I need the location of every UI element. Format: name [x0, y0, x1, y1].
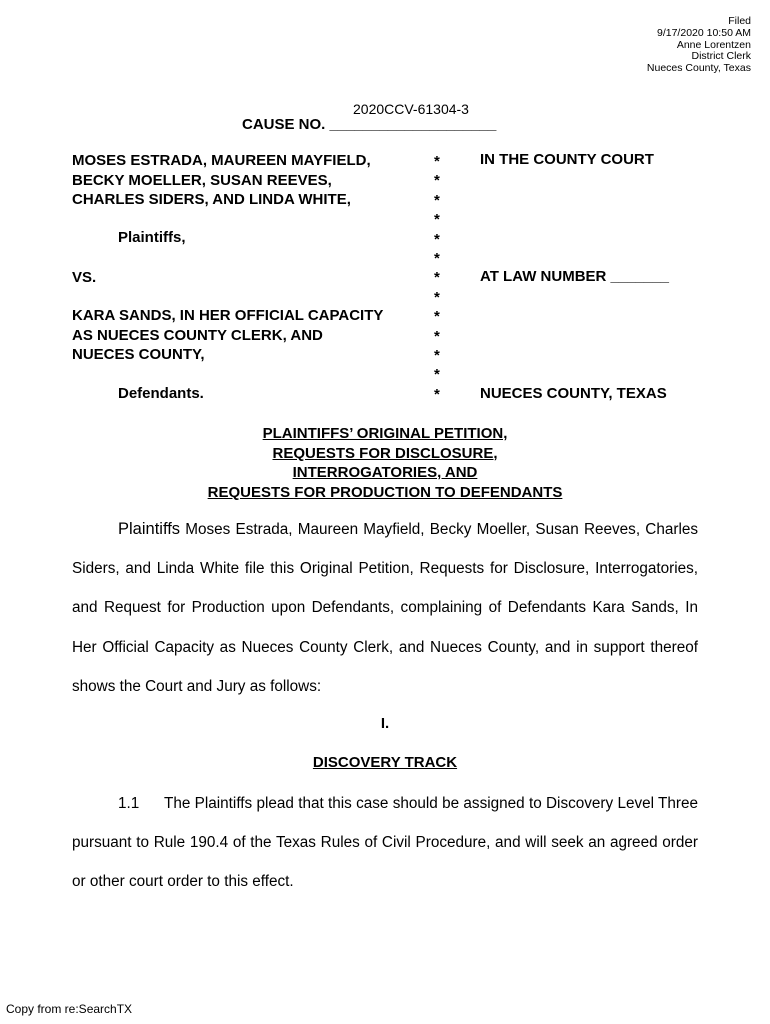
plaintiffs-line: CHARLES SIDERS, AND LINDA WHITE,	[72, 191, 351, 208]
plaintiffs-line: BECKY MOELLER, SUSAN REEVES,	[72, 171, 332, 189]
caption-star: *	[434, 153, 440, 170]
cause-label: CAUSE NO. ____________________	[242, 116, 497, 133]
stamp-line: Anne Lorentzen	[676, 38, 751, 51]
defendants-line: AS NUECES COUNTY CLERK, AND	[72, 326, 323, 344]
stamp-line: Nueces County, Texas	[646, 62, 751, 75]
caption-star: *	[434, 366, 440, 384]
footer-source: Copy from re:SearchTX	[6, 1002, 133, 1016]
plaintiffs-label: Plaintiffs,	[118, 229, 186, 246]
intro-first-word: Plaintiffs	[118, 520, 181, 538]
defendants-line: KARA SANDS, IN HER OFFICIAL CAPACITY	[72, 307, 384, 324]
caption-star: *	[434, 269, 440, 287]
court-number: AT LAW NUMBER _______	[480, 268, 669, 285]
section-title: DISCOVERY TRACK	[312, 754, 458, 771]
caption-star: *	[434, 385, 440, 403]
title-line: REQUESTS FOR DISCLOSURE,	[272, 444, 498, 462]
plaintiffs-line: MOSES ESTRADA, MAUREEN MAYFIELD,	[72, 152, 371, 169]
defendants-names	[72, 306, 383, 365]
stamp-line: District Clerk	[691, 50, 751, 63]
defendants-label: Defendants.	[118, 385, 204, 402]
stamp-line: 9/17/2020 10:50 AM	[657, 26, 751, 39]
defendants-line: NUECES COUNTY,	[72, 346, 205, 363]
versus: VS.	[72, 269, 97, 286]
plaintiffs-names	[72, 151, 371, 210]
court-county: NUECES COUNTY, TEXAS	[480, 385, 667, 402]
caption-divider	[434, 152, 440, 404]
filing-stamp	[647, 16, 751, 75]
caption-star: *	[434, 172, 440, 190]
caption-star: *	[434, 191, 440, 209]
title-line: REQUESTS FOR PRODUCTION TO DEFENDANTS	[207, 483, 563, 501]
document-title	[0, 424, 770, 502]
caption-star: *	[434, 288, 440, 306]
caption-star: *	[434, 211, 440, 229]
title-line: PLAINTIFFS’ ORIGINAL PETITION,	[262, 425, 508, 442]
intro-paragraph	[72, 510, 698, 706]
court-name: IN THE COUNTY COURT	[480, 151, 654, 168]
title-line: INTERROGATORIES, AND	[292, 464, 478, 481]
caption-star: *	[434, 308, 440, 326]
paragraph-text: The Plaintiffs plead that this case should be assigned to Discovery Level Three pursuant to Rule 190.4 of the Texas Rules of Civil Procedure, and will seek an agreed order or other court order to this effect.	[72, 795, 698, 891]
stamp-line: Filed	[728, 15, 751, 27]
caption-star: *	[434, 346, 440, 364]
paragraph-number: 1.1	[118, 795, 140, 812]
caption-star: *	[434, 327, 440, 345]
section-number: I.	[380, 715, 390, 732]
intro-text: Moses Estrada, Maureen Mayfield, Becky Moeller, Susan Reeves, Charles Siders, and Linda White file this Original Petition, Requests for Disclosure, Interrogatories, and Request for Production upon Defendants, complaining of Defendants Kara Sands, In Her Official Capacity as Nueces County Clerk, and Nueces County, and in support thereof shows the Court and Jury as follows:	[72, 521, 698, 695]
paragraph-1-1	[72, 784, 698, 902]
cause-number: 2020CCV-61304-3	[353, 101, 469, 117]
caption-star: *	[434, 249, 440, 267]
caption-star: *	[434, 230, 440, 248]
